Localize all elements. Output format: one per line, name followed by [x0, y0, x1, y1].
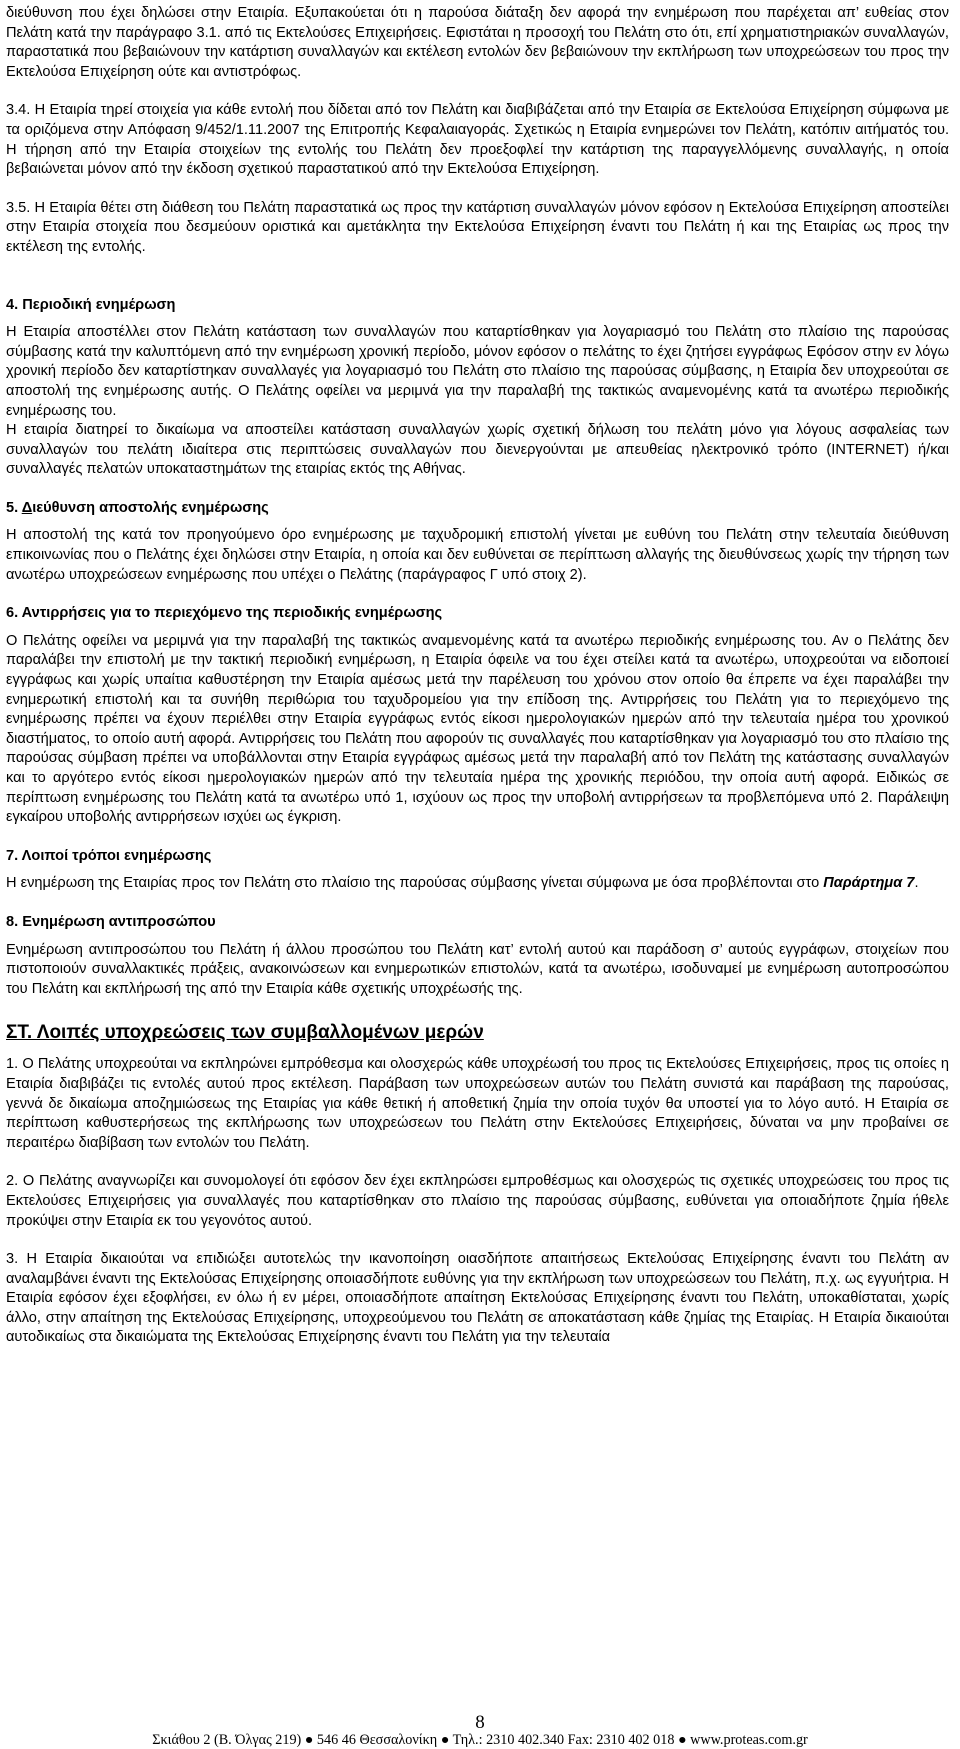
paragraph-7-text: Η ενημέρωση της Εταιρίας προς τον Πελάτη στο πλαίσιο της παρούσας σύμβασης γίνεται σύμφωνα με όσα προβλέπονται στο [6, 875, 824, 892]
section-8-heading: 8. Ενημέρωση αντιπροσώπου [6, 913, 216, 930]
paragraph-4a: Η Εταιρία αποστέλλει στον Πελάτη κατάσταση των συναλλαγών που καταρτίσθηκαν για λογαριασμό του Πελάτη στο πλαίσιο της παρούσας σύμβασης κατά την καλυπτόμενη από την ενημέρωση χρονική περίοδο, μόνον εφόσον ο πελάτης το έχει ζητήσει εγγράφως Εφόσον στην εν λόγω χρονική περίοδο δεν καταρτίστηκαν συναλλαγές για λογαριασμό του Πελάτη στο πλαίσιο της παρούσας σύμβασης, η Εταιρία δεν υποχρεούται σε αποστολή της ενημέρωσης αυτής. Ο Πελάτης οφείλει να μεριμνά για την παραλαβή της τακτικώς αναμενομένης κατά τα ανωτέρω περιοδικής ενημέρωσης του. [6, 324, 949, 419]
page-number: 8 [475, 1712, 485, 1733]
section-6-heading: 6. Αντιρρήσεις για το περιεχόμενο της περιοδικής ενημέρωσης [6, 605, 443, 622]
paragraph-4b: Η εταιρία διατηρεί το δικαίωμα να αποστείλει κατάσταση συναλλαγών χωρίς σχετική δήλωση του πελάτη μόνο για λόγους ασφαλείας των συναλλαγών του πελάτη ιδιαίτερα στις περιπτώσεις συναλλαγών που διενεργούνται με απευθείας ηλεκτρονικό τρόπο (INTERNET) ή/και συναλλαγές πελατών υποκαταστημάτων της εταιρίας εκτός της Αθήνας. [6, 422, 949, 478]
section-7-heading: 7. Λοιποί τρόποι ενημέρωσης [6, 847, 212, 864]
document-page [6, 4, 949, 1348]
paragraph-st-2: 2. Ο Πελάτης αναγνωρίζει και συνομολογεί ότι εφόσον δεν έχει εκπληρώσει εμπροθέσμως και ολοσχερώς τις σχετικές υποχρεώσεις του προς τις Εκτελούσες Επιχειρήσεις για συναλλαγές που καταρτίσθηκαν στο πλαίσιο της παρούσας σύμβασης, ευθύνεται για οποιαδήποτε ζημία ήθελε προκύψει στην Εταιρία εκ του γεγονότος αυτού. [6, 1173, 949, 1229]
section-5-title: ιεύθυνση αποστολής ενημέρωσης [32, 499, 269, 516]
paragraph-5: Η αποστολή της κατά τον προηγούμενο όρο ενημέρωσης με ταχυδρομική επιστολή γίνεται με ευθύνη του Πελάτη στην τελευταία διεύθυνση επικοινωνίας που ο Πελάτης έχει δηλώσει στην Εταιρία, η οποία και δεν ευθύνεται σε περίπτωση αλλαγής της διευθύνσεως χωρίς την τήρηση των ανωτέρω υποχρεώσεων ενημέρωσης που υπέχει ο Πελάτης (παράγραφος Γ υπό στοιχ 2). [6, 527, 949, 583]
section-4-heading: 4. Περιοδική ενημέρωση [6, 296, 176, 313]
section-st-heading: ΣΤ. Λοιπές υποχρεώσεις των συμβαλλομένων μερών [6, 1022, 484, 1044]
paragraph-7 [6, 874, 949, 894]
paragraph-3-5: 3.5. Η Εταιρία θέτει στη διάθεση του Πελάτη παραστατικά ως προς την κατάρτιση συναλλαγών μόνον εφόσον η Εκτελούσα Επιχείρηση αποστείλει στην Εταιρία στοιχεία που δεσμεύουν οριστικά και αμετάκλητα την Εκτελούσα Επιχείρηση έναντι του Πελάτη ή και της Εταιρίας ως προς την εκτέλεση της εντολής. [6, 199, 949, 255]
paragraph-intro: διεύθυνση που έχει δηλώσει στην Εταιρία. Εξυπακούεται ότι η παρούσα διάταξη δεν αφορά την ενημέρωση που παρέχεται απ’ ευθείας στον Πελάτη κατά την παράγραφο 3.1. από τις Εκτελούσες Επιχειρήσεις. Εφιστάται η προσοχή του Πελάτη στο ότι, επί χρηματιστηριακών συναλλαγών, παραστατικά που βεβαιώνουν την κατάρτιση συναλλαγών και εκτέλεση εντολών δεν βεβαιώνουν την εκπλήρωση των υποχρεώσεων του προς την Εκτελούσα Επιχείρηση ούτε και αντιστρόφως. [6, 5, 949, 80]
page-footer: Σκιάθου 2 (Β. Όλγας 219) ● 546 46 Θεσσαλονίκη ● Τηλ.: 2310 402.340 Fax: 2310 402 018 ● www.proteas.com.gr [152, 1732, 808, 1748]
paragraph-6: Ο Πελάτης οφείλει να μεριμνά για την παραλαβή της τακτικώς αναμενομένης κατά τα ανωτέρω περιοδικής ενημέρωσης του. Αν ο Πελάτης δεν παραλάβει την επιστολή με την τακτική περιοδική ενημέρωση, η Εταιρία όφειλε να του έχει στείλει κατά τα ανωτέρω, υποχρεούται να ειδοποιεί εγγράφως και χωρίς υπαίτια καθυστέρηση την Εταιρία αμέσως μετά την παρέλευση του χρόνου στον οποίο θα έπρεπε να έχει παραλάβει την ενημερωτική επιστολή και τα συνήθη περιθώρια του ταχυδρομείου για την επίδοση της. Αντιρρήσεις του Πελάτη για το περιεχόμενο της ενημέρωσης πρέπει να έχουν περιέλθει στην Εταιρία εγγράφως εντός είκοσι ημερολογιακών ημερών από την τελευταία ημέρα του χρονικού διαστήματος, το οποίο αυτή αφορά. Αντιρρήσεις του Πελάτη που αφορούν τις συναλλαγές που καταρτίσθηκαν για λογαριασμό του στο πλαίσιο της παρούσας σύμβαση πρέπει να υποβάλλονται στην Εταιρία εγγράφως αμέσως μετά την παραλαβή από τον Πελάτη της κατάστασης συναλλαγών και το αργότερο εντός είκοσι ημερολογιακών ημερών από την τελευταία ημέρα της χρονικής περιόδου, την οποία αυτή αφορά. Ειδικώς σε περίπτωση ενημέρωσης του Πελάτη κατά τα ανωτέρω υπό 1, ισχύουν ως προς την υποβολή αντιρρήσεων τα προβλεπόμενα υπό 2. Παράλειψη εγκαίρου υποβολής αντιρρήσεων ισχύει ως έγκριση. [6, 632, 949, 826]
section-5-initial: Δ [21, 499, 33, 516]
section-5-number: 5. [6, 499, 22, 516]
annex-7-reference: Παράρτημα 7 [823, 875, 915, 892]
paragraph-7-end: . [914, 875, 919, 892]
paragraph-8: Ενημέρωση αντιπροσώπου του Πελάτη ή άλλου προσώπου του Πελάτη κατ’ εντολή αυτού και παράδοση σ’ αυτούς εγγράφων, στοιχείων που πιστοποιούν συναλλακτικές πράξεις, ανακοινώσεων και ενημερωτικών επιστολών, κατά τα ανωτέρω, ισοδυναμεί με ενημέρωση αυτοπροσώπου του Πελάτη και εκπλήρωσή της από την Εταιρία κάθε σχετικής υποχρέωσής της. [6, 941, 949, 997]
paragraph-3-4: 3.4. Η Εταιρία τηρεί στοιχεία για κάθε εντολή που δίδεται από τον Πελάτη και διαβιβάζεται από την Εταιρία σε Εκτελούσα Επιχείρηση σύμφωνα με τα οριζόμενα στην Απόφαση 9/452/1.11.2007 της Επιτροπής Κεφαλαιαγοράς. Σχετικώς η Εταιρία ενημερώνει τον Πελάτη, κατόπιν αιτήματός του. Η τήρηση από την Εταιρία στοιχείων της εντολής του Πελάτη δεν προεξοφλεί την κατάρτιση της παραγγελλόμενης συναλλαγής, η οποία βεβαιώνεται μόνον από την έκδοση σχετικού παραστατικού από την Εκτελούσα Επιχείρηση. [6, 102, 949, 178]
section-5-heading [6, 499, 949, 519]
paragraph-st-3: 3. Η Εταιρία δικαιούται να επιδιώξει αυτοτελώς την ικανοποίηση οιασδήποτε απαιτήσεως Εκτελούσας Επιχείρησης έναντι του Πελάτη αν αναλαμβάνει έναντι της Εκτελούσας Επιχείρησης οποιασδήποτε ευθύνης για την εκπλήρωση των υποχρεώσεων του Πελάτη, π.χ. ως εγγυήτρια. Η Εταιρία εφόσον έχει εξοφλήσει, εν όλω ή εν μέρει, οποιασδήποτε απαίτηση Εκτελούσας Επιχείρησης έναντι του Πελάτη, υποκαθίσταται, χωρίς άλλο, στην απαίτηση της Εκτελούσας Επιχείρησης, υποχρεούμενου του Πελάτη σε αποκατάσταση κάθε ζημίας της Εταιρίας. Η Εταιρία δικαιούται αυτοδικαίως στα δικαιώματα της Εκτελούσας Επιχείρησης έναντι του Πελάτη για την τελευταία [6, 1251, 949, 1346]
paragraph-st-1: 1. Ο Πελάτης υποχρεούται να εκπληρώνει εμπρόθεσμα και ολοσχερώς κάθε υποχρέωσή του προς τις Εκτελούσες Επιχειρήσεις, προς τις οποίες η Εταιρία διαβιβάζει τις εντολές αυτού προς εκτέλεση. Παράβαση των υποχρεώσεων αυτών του Πελάτη συνιστά και παράβαση της παρούσας, γεννά δε δικαίωμα αποζημιώσεως της Εταιρίας για κάθε θετική ή αποθετική ζημία την οποία τυχόν θα υποστεί για το λόγο αυτό. Η Εταιρία σε περίπτωση καθυστερήσεως της εκπλήρωσης των υποχρεώσεων του Πελάτη στην Εκτελούσες Επιχειρήσεις, δύναται να μην προβαίνει σε περαιτέρω διαβίβαση των εντολών του Πελάτη. [6, 1056, 949, 1151]
